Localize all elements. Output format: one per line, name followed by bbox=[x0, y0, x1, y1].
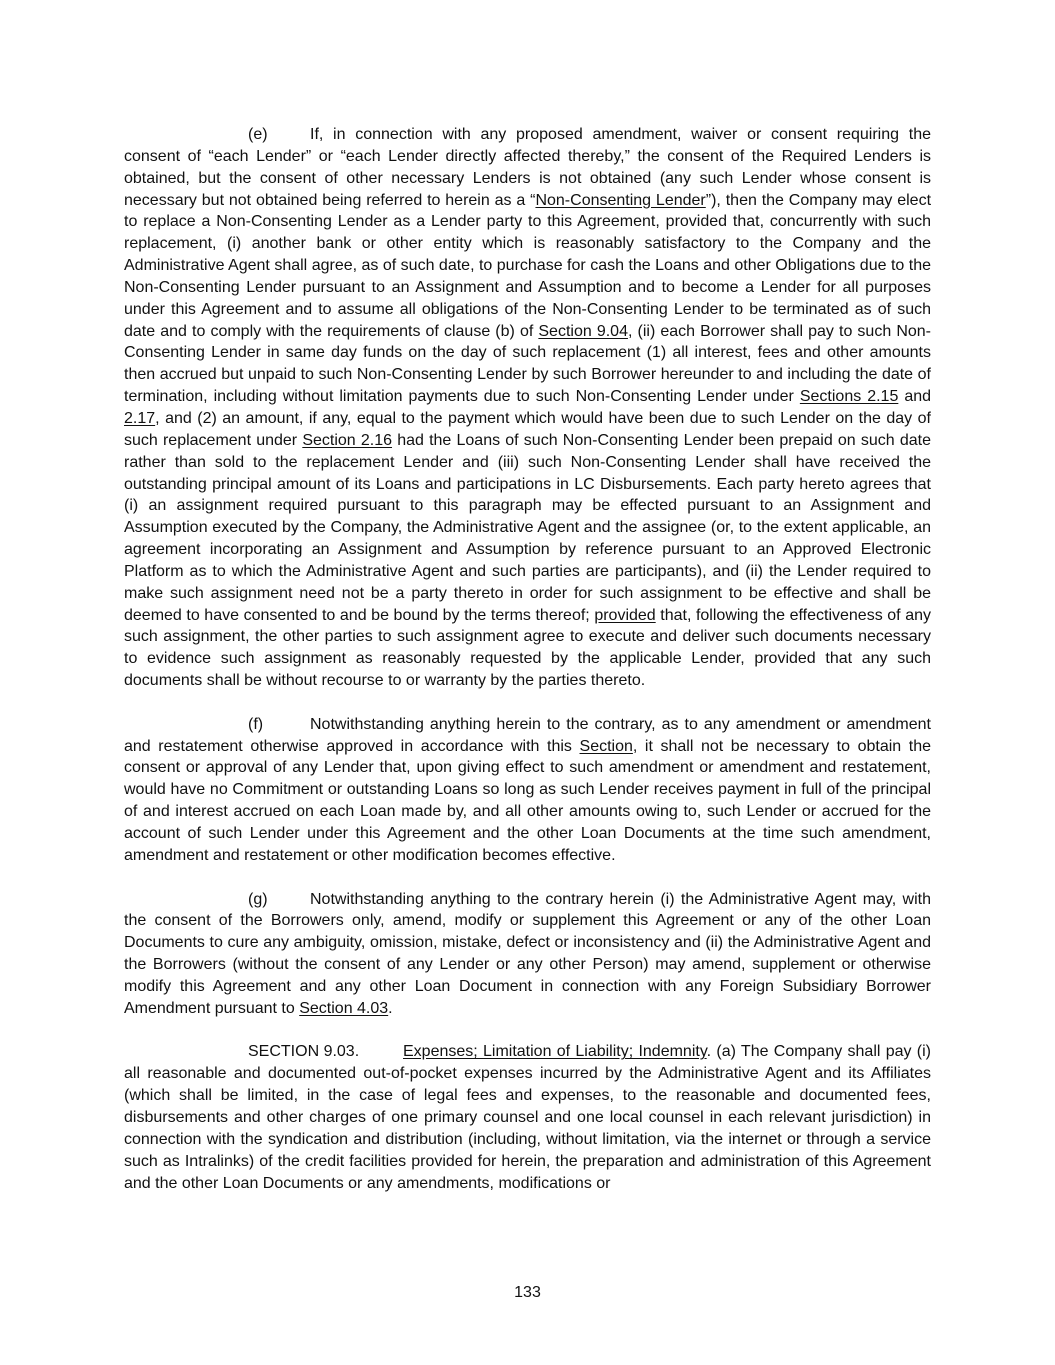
paragraph-label: (f) bbox=[248, 715, 264, 733]
paragraph-text: . (a) The Company shall pay (i) all reasonable and documented out-of-pocket expenses incurred by the Administrative Agent and its Affiliates (which shall be limited, in the case of legal fees and expenses, to the reasonable and documented fees, disbursements and other charges of one primary counsel and one local counsel in each relevant jurisdiction) in connection with the syndication and distribution (including, without limitation, via the internet or through a service such as Intralinks) of the credit facilities provided for herein, the preparation and administration of this Agreement and the other Loan Documents or any amendments, modifications or bbox=[124, 1043, 931, 1192]
paragraph-text: and bbox=[898, 388, 932, 406]
cross-reference-section: Section bbox=[579, 737, 633, 755]
provided-term: provided bbox=[594, 606, 656, 624]
paragraph-text: , and (2) an amount, if any, equal to the payment which would have been due to such Lender on the day of such replacement under bbox=[124, 409, 931, 449]
paragraph-f bbox=[124, 714, 931, 867]
paragraph-text: , it shall not be necessary to obtain the consent or approval of any Lender that, upon giving effect to such amendment or amendment and restatement, would have no Commitment or outstanding Loans so long as such Lender receives payment in full of the principal of and interest accrued on each Loan made by, and all other amounts owing to, such Lender or accrued for the account of such Lender under this Agreement and the other Loan Documents at the time such amendment, amendment and restatement or other modification becomes effective. bbox=[124, 737, 931, 864]
paragraph-g bbox=[124, 889, 931, 1020]
paragraph-label: (e) bbox=[248, 126, 268, 143]
paragraph-text: Notwithstanding anything herein to the contrary, as to any amendment or amendment and restatement otherwise approved in accordance with this bbox=[124, 715, 931, 755]
cross-reference-section-4-03: Section 4.03 bbox=[299, 999, 389, 1017]
paragraph-text: ”), then the Company may elect to replace a Non-Consenting Lender as a Lender party to this Agreement, provided that, concurrently with such replacement, (i) another bank or other entity which is reasonably satisfactory to the Company and the Administrative Agent shall agree, as of such date, to purchase for cash the Loans and other Obligations due to the Non-Consenting Lender pursuant to an Assignment and Assumption and to become a Lender for all purposes under this Agreement and to assume all obligations of the Non-Consenting Lender to be terminated as of such date and to comply with the requirements of clause (b) of bbox=[124, 191, 932, 340]
section-label: SECTION 9.03. bbox=[248, 1043, 360, 1061]
paragraph-text: Notwithstanding anything to the contrary herein (i) the Administrative Agent may, with the consent of the Borrowers only, amend, modify or supplement this Agreement or any of the other Loan Documents to cure any ambiguity, omission, mistake, defect or inconsistency and (ii) the Administrative Agent and the Borrowers (without the consent of any Lender or any other Person) may amend, supplement or otherwise modify this Agreement and any other Loan Document in connection with any Foreign Subsidiary Borrower Amendment pursuant to bbox=[124, 890, 931, 1017]
paragraph-text: . bbox=[388, 999, 393, 1017]
defined-term-non-consenting-lender: Non-Consenting Lender bbox=[535, 191, 706, 209]
document-body bbox=[124, 124, 931, 1216]
page-number: 133 bbox=[514, 1284, 541, 1301]
cross-reference-section-9-04: Section 9.04 bbox=[538, 322, 628, 340]
paragraph-label: (g) bbox=[248, 890, 268, 908]
paragraph-text: , (ii) each Borrower shall pay to such Non-Consenting Lender in same day funds on the day of such replacement (1) all interest, fees and other amounts then accrued but unpaid to such Non-Consenting Lender by such Borrower hereunder to and including the date of termination, including without limitation payments due to such Non-Consenting Lender under bbox=[124, 322, 931, 406]
section-9-03 bbox=[124, 1041, 931, 1194]
paragraph-e bbox=[124, 124, 931, 692]
paragraph-text: that, following the effectiveness of any such assignment, the other parties to such assignment agree to execute and deliver such documents necessary to evidence such assignment as reasonably requested by the applicable Lender, provided that any such documents shall be without recourse to or warranty by the parties thereto. bbox=[124, 606, 931, 690]
cross-reference-sections-2-15: Sections 2.15 bbox=[799, 388, 899, 406]
section-heading: Expenses; Limitation of Liability; Indemnity bbox=[403, 1043, 707, 1061]
cross-reference-2-17: 2.17 bbox=[124, 409, 156, 427]
cross-reference-section-2-16: Section 2.16 bbox=[302, 431, 393, 449]
paragraph-text: had the Loans of such Non-Consenting Lender been prepaid on such date rather than sold to the replacement Lender and (iii) such Non-Consenting Lender shall have received the outstanding principal amount of its Loans and participations in LC Disbursements. Each party hereto agrees that (i) an assignment required pursuant to this paragraph may be effected pursuant to an Assignment and Assumption executed by the Company, the Administrative Agent and the assignee (or, to the extent applicable, an agreement incorporating an Assignment and Assumption by reference pursuant to an Approved Electronic Platform as to which the Administrative Agent and such parties are participants), and (ii) the Lender required to make such assignment need not be a party thereto in order for such assignment to be effective and shall be deemed to have consented to and be bound by the terms thereof; bbox=[124, 431, 932, 624]
paragraph-text: If, in connection with any proposed amendment, waiver or consent requiring the consent of “each Lender” or “each Lender directly affected thereby,” the consent of the Required Lenders is obtained, but the consent of other necessary Lenders is not obtained (any such Lender whose consent is necessary but not obtained being referred to herein as a “ bbox=[124, 126, 931, 209]
